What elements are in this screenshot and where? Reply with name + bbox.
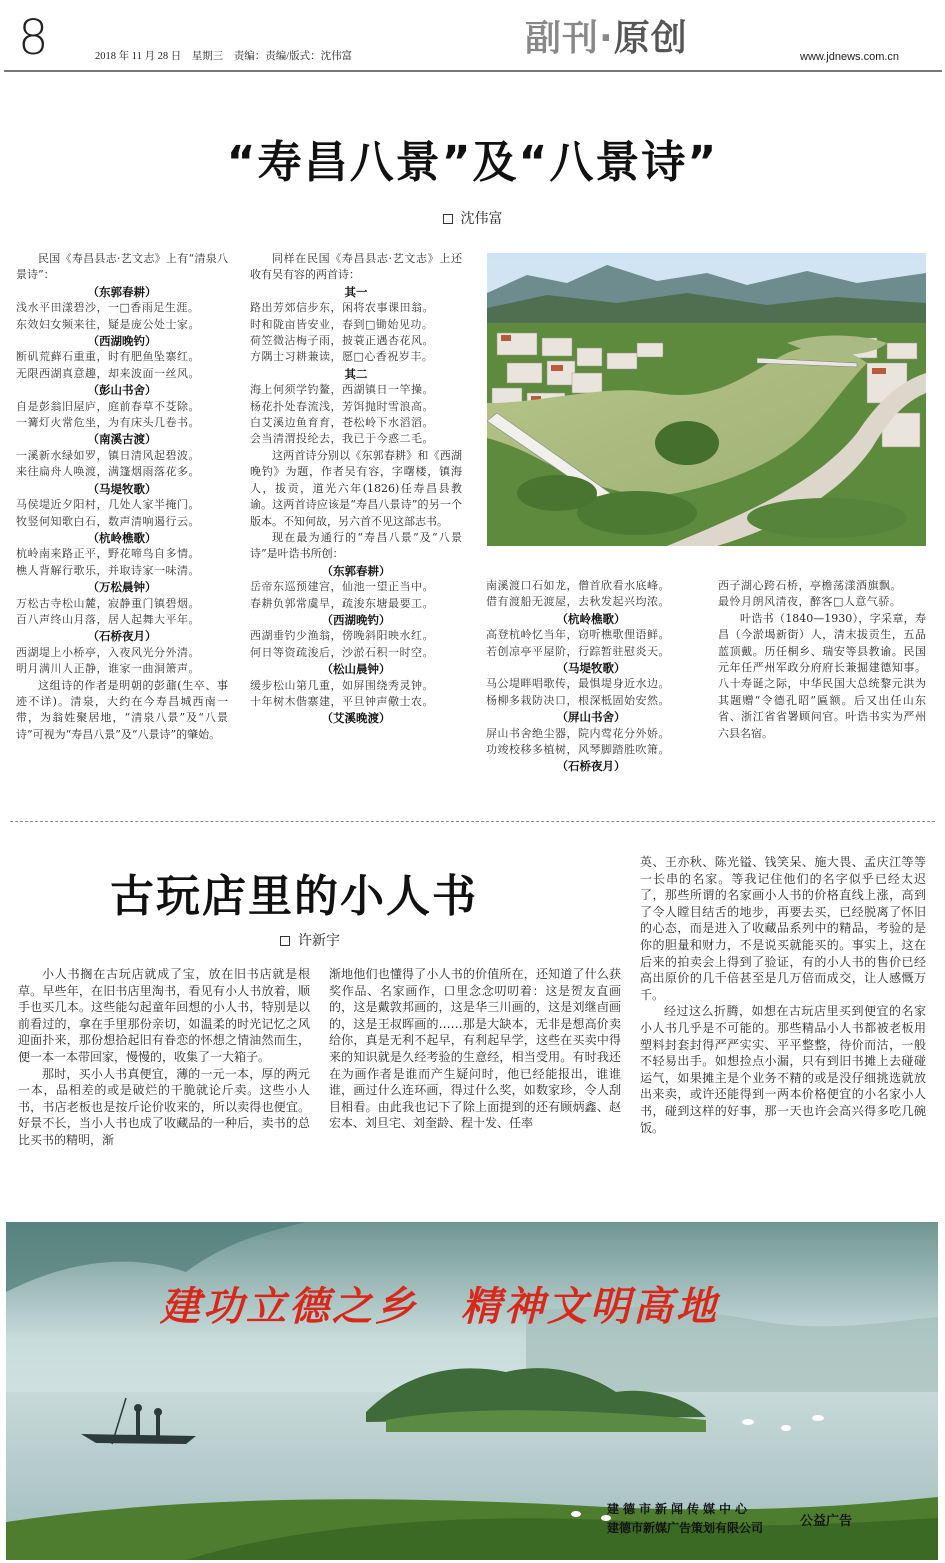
poem-line: 海上何须学钓鳌，西湖镇日一竿操。 [250,383,434,397]
poem-line: 一篝灯火常危坐，为有床头几卷书。 [16,416,200,430]
poem-line: 无限西湖真意趣，却来波面一丝风。 [16,366,200,380]
article2-column-2 [329,966,621,1132]
poem-line: 百八声终山月落，居人起舞大平年。 [16,612,200,626]
poem-line: 十年树木偕寨建，平旦钟声儆士农。 [250,694,434,708]
poem-line: 断矶荒藓石重重，时有肥鱼坠寨红。 [16,350,200,364]
poem-line: 白艾溪边鱼育育，苍松岭下水滔滔。 [250,416,434,430]
poem-line: 杨柳多栽防决口，根深柢固始安然。 [486,693,670,707]
poem-line: 万松古寺松山麓，寂静重门镇碧烟。 [16,596,200,610]
poem-line: 若创凉亭平屋阶，行踪暂驻慰炎天。 [486,644,670,658]
poem-line: 西湖堤上小桥亭，入夜风光分外清。 [16,645,200,659]
paragraph: 同样在民国《寿昌县志·艺文志》上还收有吴有容的两首诗： [250,252,462,282]
article2-author: 许新宇 [298,933,340,949]
poem-line: 何日等资疏浚后，沙淤石积一时空。 [250,645,434,659]
poem-heading: （松山晨钟） [321,662,391,677]
poem-heading: （石桥夜月） [87,629,157,644]
poem-heading: （西湖晚钓） [87,334,157,349]
article2-column-1 [18,966,310,1149]
article1-column-2 [250,251,462,727]
header-rule [4,70,942,72]
poem-heading: （彭山书舍） [87,383,157,398]
ad-sponsor-media-center: 建德市新闻传媒中心 [607,1502,752,1516]
article1-column-3 [486,578,696,775]
paragraph: 这两首诗分别以《东郭春耕》和《西湖晚钓》为题，作者吴有容，字曙楼，镇海人，拔贡，道光六年(1826)任寿昌县教谕。这两首诗应该是“寿昌八景诗”的另一个版本。不知何故，另六首不见这部志书。 [250,448,462,528]
poem-line: 最怜月朗风清夜，醉客□人意气骄。 [718,595,902,609]
poem-line: 西子湖心跨石桥，亭檐荡漾酒旗飘。 [718,579,902,592]
poem-line: 来往扁舟人唤渡，满篷烟雨落花多。 [16,465,200,479]
section-name-original: 原创 [613,18,688,59]
page-number: 8 [18,10,49,66]
ad-slogan: 建功立德之乡 精神文明高地 [160,1283,719,1330]
poem-line: 高登杭岭忆当年，窃听樵歌俚语鲜。 [486,628,670,642]
article1-title: “寿昌八景”及“八景诗” [226,137,719,188]
poem-line: 马公堤畔唱歌传，最惧堤身近水边。 [486,677,670,691]
poem-heading: （东郭春耕） [87,284,157,299]
poem-heading: （马堤牧歌） [556,661,626,676]
byline-box-icon [443,214,453,224]
poem-heading: （马堤牧歌） [87,481,157,496]
paragraph: 现在最为通行的“寿昌八景”及“八景诗”是叶诰书所创： [250,530,462,561]
website-url[interactable]: www.jdnews.com.cn [800,51,900,63]
date-editor-line: 2018 年 11 月 28 日 星期三 责编：责编/版式：沈伟富 [95,51,353,62]
section-title [525,14,688,64]
poem-line: 南溪渡口石如龙，僧首欣看水底峰。 [486,579,670,592]
poem-line: 自是彭翁旧屋庐，庭前春草不芟除。 [16,399,200,413]
poem-line: 马侯堤近夕阳村，几处人家半掩门。 [16,498,200,512]
article1-author: 沈伟富 [460,211,503,227]
poem-heading: （杭岭樵歌） [556,611,626,626]
poem-line: 功竣校移多植树，风琴脚踏胜吹箫。 [486,743,670,757]
article2-title: 古玩店里的小人书 [110,871,478,922]
paragraph: 那时，买小人书真便宜，薄的一元一本，厚的两元一本，品相差的或是破烂的干脆就论斤卖。这些小人书，书店老板也是按斤论价收来的，所以卖得也便宜。好景不长，当小人书也成了收藏品的一种后，卖书的总比买书的精明，渐 [18,1066,310,1147]
town-aerial-photo [487,253,926,546]
article-divider [10,821,935,822]
poem-line: 方隅士习耕兼读，愿□心香祝岁丰。 [250,350,434,364]
paragraph: 民国《寿昌县志·艺文志》上有“清泉八景诗”： [16,252,228,282]
public-service-ad-image [6,1222,938,1560]
poem-line: 会当清渭投纶去，我已于今惑二毛。 [250,432,434,446]
poem-heading: （石桥夜月） [556,759,626,774]
paragraph: 叶诰书（1840—1930），字采章，寿昌（今淤堨新街）人，清末拔贡生，五品蓝顶戴。历任桐乡、瑞安等县教谕。民国元年任严州军政分府府长兼掘建德知事。八十寿诞之际，中华民国大总统黎元洪为其题赠“令德孔昭”匾额。后又出任山东省、浙江省省署顾问官。叶诰书实为严州六县名宿。 [718,611,926,740]
poem-heading: 其一 [344,284,368,299]
poem-heading: （万松晨钟） [87,580,157,595]
poem-line: 浅水平田漾碧沙，一□香雨足生涯。 [16,301,200,315]
poem-line: 春耕负郭常虞旱，疏浚东塘最要工。 [250,596,434,610]
poem-heading: （南溪古渡） [87,432,157,447]
poem-line: 缓步松山第几重，如屏围绕秀灵钟。 [250,678,434,692]
poem-line: 东效妇女频来往，疑是庞公处士家。 [16,317,200,331]
poem-line: 杨花扑处春流浅，芳饵抛时雪浪高。 [250,399,434,413]
poem-heading: （东郭春耕） [321,563,391,578]
poem-heading: （西湖晚钓） [321,612,391,627]
ad-sponsor-ad-company: 建德市新媒广告策划有限公司 [607,1521,764,1535]
paragraph: 经过这么折腾，如想在古玩店里买到便宜的名家小人书几乎是不可能的。那些精品小人书都被老板用塑料封套封得严严实实、平平整整，待价而沽，一般不轻易出手。如想捡点小漏，只有到旧书摊上去碰碰运气，如果摊主是个业务不精的或是没仔细挑选就放出来卖，或许还能得到一两本价格便宜的小名家小人书，碰到这样的好事，那一天也许会高兴得多吃几碗饭。 [640,1004,926,1135]
article2-column-3 [640,854,926,1136]
poem-line: 岳帝东巡预建宫，仙池一望正当中。 [250,580,434,594]
section-dot: · [599,18,614,59]
poem-line: 杭岭南来路正平，野花啼鸟自多情。 [16,547,200,561]
poem-line: 牧竖何知歌白石，数声清响遏行云。 [16,514,200,528]
byline-box-icon [280,936,290,946]
poem-line: 一溪新水绿如罗，镇日清风起碧波。 [16,448,200,462]
ad-label-public-service: 公益广告 [800,1514,853,1529]
poem-heading: 其二 [344,366,368,381]
article1-byline [0,208,945,228]
paragraph: 英、王亦秋、陈光镒、钱笑呆、施大畏、孟庆江等等一长串的名家。等我记住他们的名字似乎已经太迟了，那些所谓的名家画小人书的价格直线上涨，高到了令人瞠目结舌的地步，再要去买，已经脱离了怀旧的心态，而是进入了收藏品系列中的精品，考验的是你的胆量和财力，不是说买就能买的。事实上，这在后来的拍卖会上得到了验证，有的小人书的售价已经高出原价的几千倍甚至是几万倍而成交，让人感慨万千。 [640,855,926,1002]
section-name-supplement: 副刊 [525,18,600,59]
poem-line: 路出芳郊信步东，闲将农事课田翁。 [250,301,434,315]
article2-byline [280,930,340,950]
paragraph: 这组诗的作者是明朝的彭鼐(生卒、事迹不详)。清泉，大约在今寿昌城西南一带，为翁姓聚居地，“清泉八景”及“八景诗”可视为“寿昌八景”及“八景诗”的肇始。 [16,678,228,741]
poem-heading: （杭岭樵歌） [87,530,157,545]
poem-line: 屏山书舍绝尘器，院内莺花分外娇。 [486,726,670,740]
paragraph: 小人书搁在古玩店就成了宝，放在旧书店就是根草。早些年，在旧书店里淘书，看见有小人书放着，顺手也买几本。这些能勾起童年回想的小人书，特别是以前看过的，拿在手里那份亲切，如温柔的时光记忆之风迎面扑来，那份想拾起旧有眷恋的怀想之情油然而生，便一本一本带回家，慢慢的，收集了一大箱子。 [18,967,310,1064]
poem-heading: （屏山书舍） [556,710,626,725]
poem-heading: （艾溪晚渡） [321,711,391,726]
poem-line: 借有渡船无渡屋，去秋发起兴均浓。 [486,595,670,609]
poem-line: 西湖垂钓少渔翁，傍晚斜阳映水红。 [250,629,434,643]
poem-line: 时和陇亩皆安业，春到□锄始见功。 [250,317,434,331]
article1-column-1 [16,251,228,743]
paragraph: 渐地他们也懂得了小人书的价值所在，还知道了什么获奖作品、名家画作，口里念念叨叨着：这是贺友直画的，这是戴敦邦画的，这是华三川画的，这是刘继卣画的，这是王叔晖画的……那是大缺本，无非是想高价卖给你，真是无利不起早，有利起早学，这些在买卖中得来的知识就是久经考验的生意经，相当受用。有时我还在为画作者是谁而产生疑问时，他已经能报出，谁谁谁，画过什么连环画，得过什么奖，如数家珍，令人刮目相看。由此我也记下了除上面提到的还有顾炳鑫、赵宏本、刘旦宅、刘奎龄、程十发、任率 [329,967,621,1131]
poem-line: 明月满川人正静，谁家一曲洞箫声。 [16,662,200,676]
article1-column-4 [718,578,926,742]
poem-line: 荷笠微沾梅子雨，披蓑正遇杏花风。 [250,334,434,348]
poem-line: 樵人背解行歌乐，并取诗家一味清。 [16,563,200,577]
